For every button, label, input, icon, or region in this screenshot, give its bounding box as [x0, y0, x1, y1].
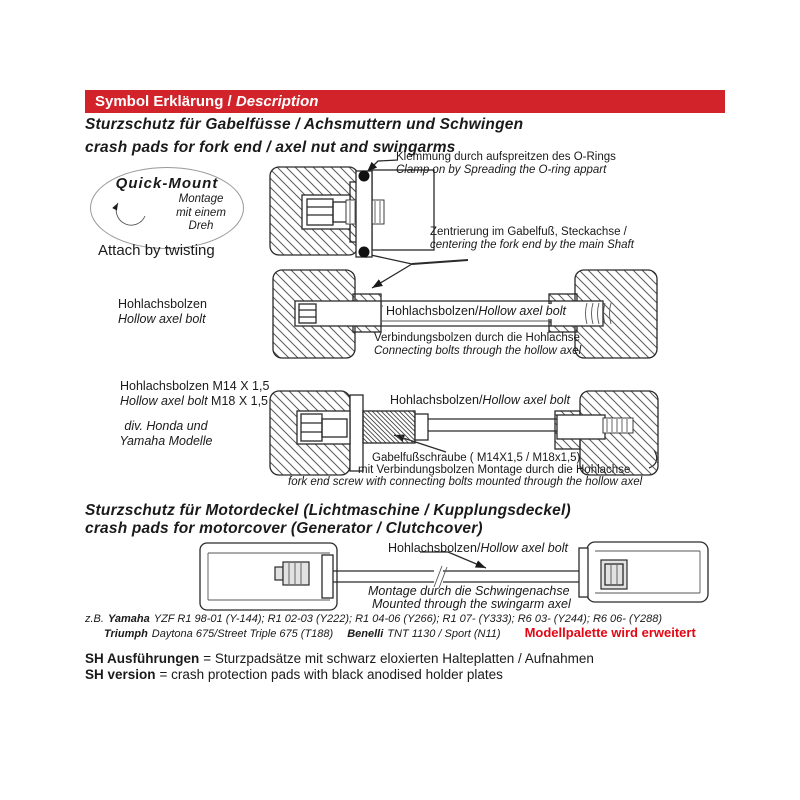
brand-triumph: Triumph [104, 628, 148, 640]
rod2-label-de: Hohlachsbolzen/ [390, 393, 483, 407]
m18-size: M18 X 1,5 [211, 394, 269, 408]
model-list-line1 [85, 612, 662, 626]
m14-side-label [120, 379, 269, 409]
quick-mount-note2: mit einem [176, 206, 226, 219]
fork-heading-en: crash pads for fork end / axel nut and swingarms [85, 139, 456, 156]
rod-label-en: Hollow axel bolt [478, 304, 566, 318]
oring-label [396, 151, 616, 177]
rod-label-de: Hohlachsbolzen/ [386, 304, 479, 318]
connecting-bolts-note-en: Connecting bolts through the hollow axel [374, 345, 582, 357]
banner-title-en: Description [235, 93, 319, 110]
quick-mount-badge [90, 167, 244, 249]
quick-mount-note1: Montage [178, 193, 224, 205]
connecting-bolts-note [374, 332, 581, 358]
hollow-bolt-side-en: Hollow axel bolt [118, 312, 206, 326]
benelli-models: TNT 1130 / Sport (N11) [387, 628, 501, 640]
m14-label-en: Hollow axel bolt [120, 394, 208, 408]
quick-mount-note3: Dreh [188, 220, 214, 232]
swingarm-note-de: Montage durch die Schwingenachse [368, 584, 570, 598]
honda-yamaha-note1: div. Honda und [124, 419, 208, 433]
brand-benelli: Benelli [347, 628, 384, 640]
hollow-bolt-rod-label-3 [388, 541, 568, 556]
fork-screw-note-de: mit Verbindungsbolzen Montage durch die Hohlachse [358, 464, 631, 476]
centering-label-de: Zentrierung im Gabelfuß, Steckachse / [430, 226, 627, 238]
quick-mount-notes [165, 193, 237, 234]
m14-label-de: Hohlachsbolzen [120, 379, 209, 393]
m14-size: M14 X 1,5 [212, 379, 270, 393]
yamaha-models: YZF R1 98-01 (Y-144); R1 02-03 (Y222); R1 04-06 (Y266); R1 07- (Y333); R6 03- (Y244); R6 06- (Y288) [153, 613, 663, 625]
sh-text-en: = crash protection pads with black anodised holder plates [159, 667, 503, 682]
rod3-label-en: Hollow axel bolt [480, 541, 568, 555]
connecting-bolts-note-de: Verbindungsbolzen durch die Hohlachse [374, 332, 580, 344]
banner-title-de: Symbol Erklärung [95, 93, 224, 110]
sh-label-en: SH version [85, 667, 156, 682]
fork-heading-de: Sturzschutz für Gabelfüsse / Achsmuttern und Schwingen [85, 116, 524, 133]
hollow-bolt-side-label [118, 297, 207, 327]
hollow-bolt-rod-label [383, 304, 569, 319]
fork-screw-label: Gabelfußschraube ( M14X1,5 / M18x1,5) [372, 452, 581, 464]
honda-yamaha-note [118, 419, 214, 449]
sh-text-de: = Sturzpadsätze mit schwarz eloxierten Halteplatten / Aufnahmen [203, 651, 594, 666]
brand-yamaha: Yamaha [107, 613, 150, 625]
sh-line-en [85, 667, 503, 683]
rod2-label-en: Hollow axel bolt [482, 393, 570, 407]
banner-separator: / [223, 93, 236, 110]
triumph-models: Daytona 675/Street Triple 675 (T188) [151, 628, 334, 640]
quick-mount-caption: Attach by twisting [98, 242, 215, 259]
rod3-label-de: Hohlachsbolzen/ [388, 541, 481, 555]
oring-label-de: Klemmung durch aufspreitzen des O-Rings [396, 151, 616, 163]
motor-heading-en: crash pads for motorcover (Generator / Clutchcover) [85, 520, 483, 537]
sh-label-de: SH Ausführungen [85, 651, 200, 666]
hollow-bolt-rod-label-2 [390, 393, 570, 408]
expansion-note: Modellpalette wird erweitert [524, 625, 696, 640]
model-list-line2 [104, 626, 696, 641]
sh-line-de [85, 651, 594, 667]
honda-yamaha-note2: Yamaha Modelle [119, 434, 213, 448]
fork-screw-note-en: fork end screw with connecting bolts mounted through the hollow axel [288, 476, 643, 488]
twist-arrow-icon [105, 190, 155, 240]
swingarm-note-en: Mounted through the swingarm axel [372, 597, 571, 611]
section-banner [85, 90, 725, 113]
quick-mount-title: Quick-Mount [115, 175, 219, 192]
oring-label-en: Clamp on by Spreading the O-ring appart [396, 164, 607, 176]
hollow-bolt-side-de: Hohlachsbolzen [118, 297, 207, 311]
motor-heading-de: Sturzschutz für Motordeckel (Lichtmaschine / Kupplungsdeckel) [85, 502, 571, 519]
model-prefix: z.B. [85, 613, 104, 625]
centering-label [430, 226, 634, 252]
centering-label-en: centering the fork end by the main Shaft [430, 239, 634, 251]
